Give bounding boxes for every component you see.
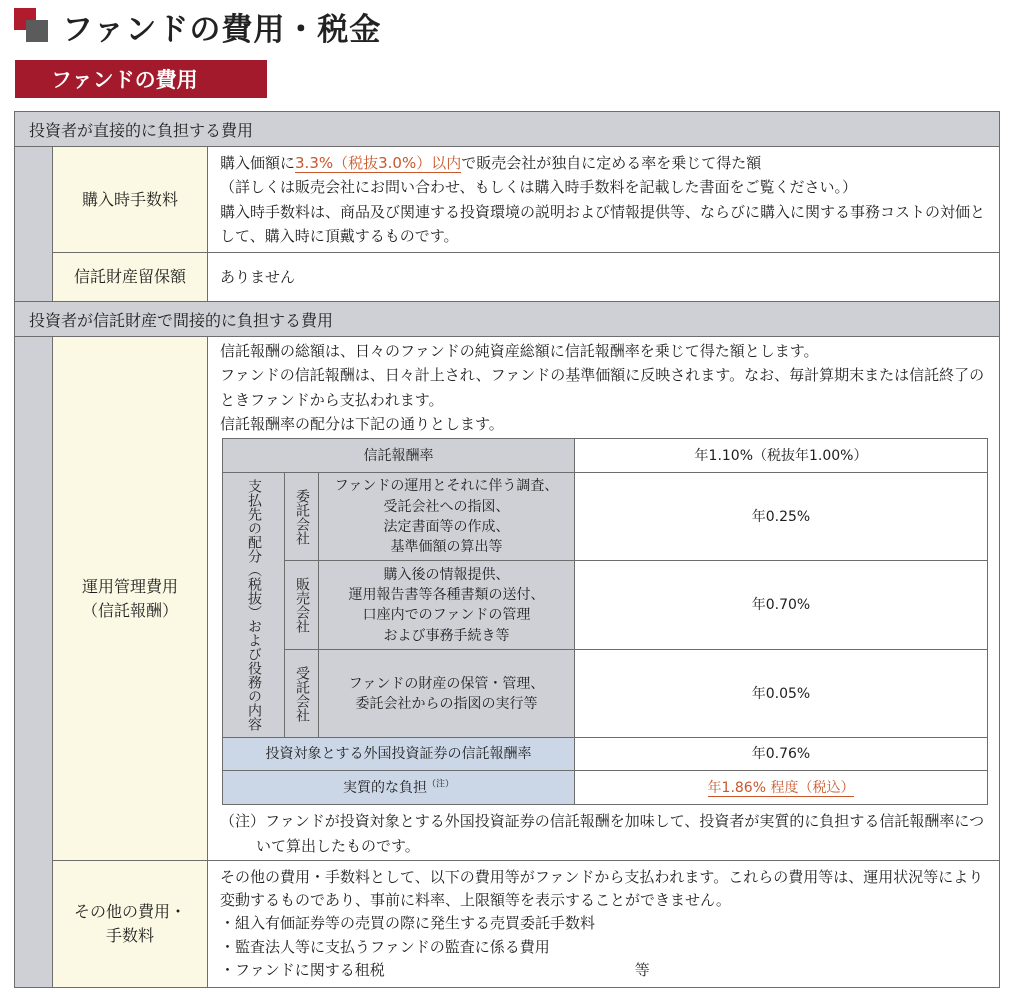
payee-distributor: 販売会社 xyxy=(285,561,319,650)
effective-fee-value: 年1.86% 程度（税込） xyxy=(575,771,988,805)
payee-trustee-desc: ファンドの財産の保管・管理、 委託会社からの指図の実行等 xyxy=(319,650,575,738)
trust-reserve-label: 信託財産留保額 xyxy=(53,253,208,302)
page-header xyxy=(14,6,381,46)
effective-fee-label: 実質的な負担$^{(注)}$ xyxy=(223,771,575,805)
foreign-fee-label: 投資対象とする外国投資証券の信託報酬率 xyxy=(223,738,575,771)
fee-rate-label: 信託報酬率 xyxy=(223,439,575,473)
purchase-fee-rate: 3.3%（税抜3.0%）以内 xyxy=(295,154,462,172)
direct-costs-header: 投資者が直接的に負担する費用 xyxy=(15,112,1000,147)
other-fees-content: その他の費用・手数料として、以下の費用等がファンドから支払われます。これらの費用等は、運用状況等により変動するものであり、事前に料率、上限額等を表示することができません。 ・組入有価証券等の売買の際に発生する売買委託手数料 ・監査法人等に支払うファンドの監査に係る費用 ・ファンドに関する租税 等 xyxy=(208,860,1000,987)
payee-distributor-desc: 購入後の情報提供、 運用報告書等各種書類の送付、 口座内でのファンドの管理 および事務手続き等 xyxy=(319,561,575,650)
fee-table xyxy=(14,111,1000,988)
indirect-costs-gutter xyxy=(15,337,53,988)
allocation-group-label: 支払先の配分（税抜）および役務の内容 xyxy=(223,473,285,738)
other-fees-label: その他の費用・ 手数料 xyxy=(53,860,208,987)
other-fee-item: ・監査法人等に支払うファンドの監査に係る費用 xyxy=(220,937,550,956)
management-fee-content: 信託報酬の総額は、日々のファンドの純資産総額に信託報酬率を乗じて得た額とします。 ファンドの信託報酬は、日々計上され、ファンドの基準価額に反映されます。なお、毎計算期末または信託終了のときファンドから支払われます。 信託報酬率の配分は下記の通りとします。 信託報酬率 年1.10%（税抜年1.00%） 支払先の配分（税抜）および役務の内容 委託会社 ファンドの運用とそれに伴う調査、 受託会社への指図、 法定書面等の作成、 基準価額の算出等 年0.25% 販売会社 購入後の情報提供、 運用報告書等各種書類の送付、 口座内でのファンドの管理 および事務手続き等 年0.70% 受託会社 ファンドの財産の保管・管理、 委託会社からの指図の実行等 年0.05% 投資対象とする外国投資証券の信託報酬率 年0.76% 実質的な負担$^{(注)}$ 年1.86% 程度（税込） （注）ファンドが投資対象とする外国投資証券の信託報酬を加味して、投資者が実質的に負担する信託報酬率について算出したものです。 xyxy=(208,337,1000,861)
fee-allocation-table xyxy=(222,438,988,805)
other-fee-item: ・組入有価証券等の売買の際に発生する売買委託手数料 xyxy=(220,914,596,933)
other-fee-item: ・ファンドに関する租税 等 xyxy=(220,960,650,979)
indirect-costs-header: 投資者が信託財産で間接的に負担する費用 xyxy=(15,302,1000,337)
payee-trustee: 受託会社 xyxy=(285,650,319,738)
payee-distributor-rate: 年0.70% xyxy=(575,561,988,650)
purchase-fee-content: 購入価額に3.3%（税抜3.0%）以内で販売会社が独自に定める率を乗じて得た額 （詳しくは販売会社にお問い合わせ、もしくは購入時手数料を記載した書面をご覧ください。） 購入時手数料は、商品及び関連する投資環境の説明および情報提供等、ならびに購入に関する事務コストの対価として、購入時に頂戴するものです。 xyxy=(208,147,1000,253)
payee-trustor: 委託会社 xyxy=(285,473,319,561)
management-fee-label: 運用管理費用 （信託報酬） xyxy=(53,337,208,861)
payee-trustee-rate: 年0.05% xyxy=(575,650,988,738)
payee-trustor-rate: 年0.25% xyxy=(575,473,988,561)
direct-costs-gutter xyxy=(15,147,53,302)
payee-trustor-desc: ファンドの運用とそれに伴う調査、 受託会社への指図、 法定書面等の作成、 基準価額の算出等 xyxy=(319,473,575,561)
footnote: （注）ファンドが投資対象とする外国投資証券の信託報酬を加味して、投資者が実質的に負担する信託報酬率について算出したものです。 xyxy=(220,812,985,855)
title-square-icon xyxy=(14,8,50,44)
foreign-fee-value: 年0.76% xyxy=(575,738,988,771)
trust-reserve-value: ありません xyxy=(208,253,1000,302)
section-subtitle: ファンドの費用 xyxy=(15,60,267,98)
page-title: ファンドの費用・税金 xyxy=(62,11,382,48)
fee-rate-value: 年1.10%（税抜年1.00%） xyxy=(575,439,988,473)
purchase-fee-label: 購入時手数料 xyxy=(53,147,208,253)
